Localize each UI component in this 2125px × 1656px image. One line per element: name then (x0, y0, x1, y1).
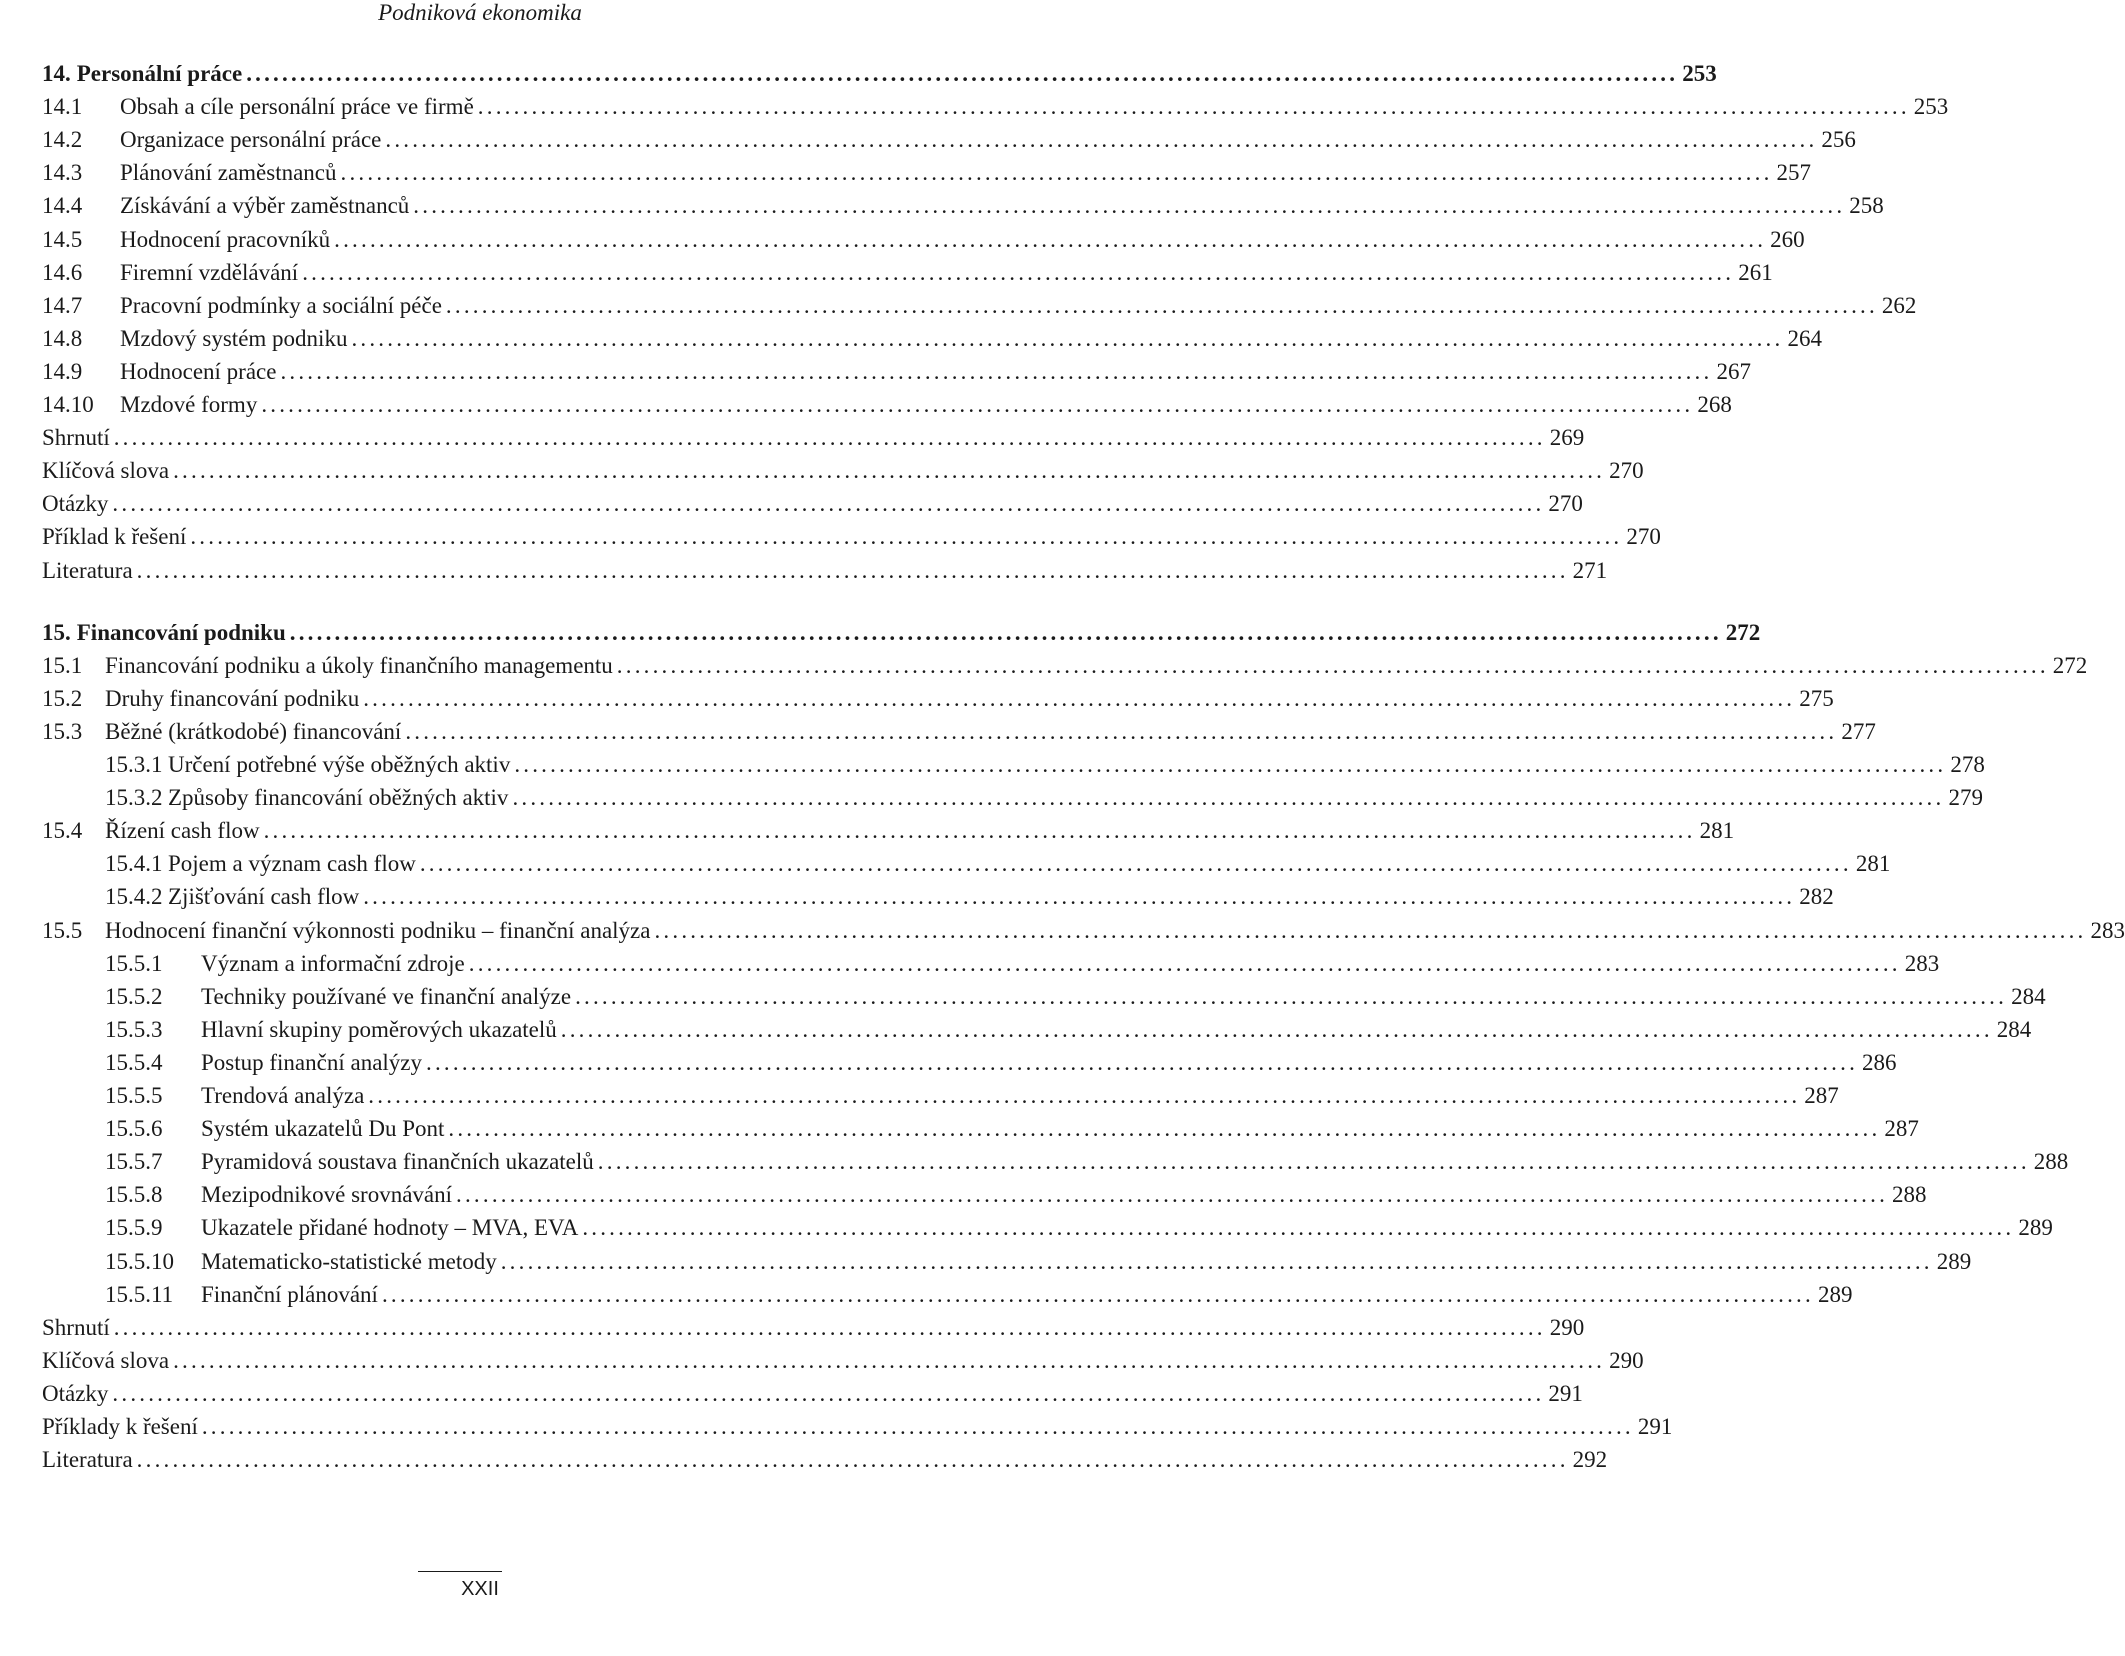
toc-entry (42, 1443, 1608, 1477)
dot-leader: ................................................................................................................................................................ (113, 1314, 1546, 1340)
toc-entry (105, 980, 2046, 1014)
dot-leader: ................................................................................................................................................................ (368, 1083, 1801, 1108)
toc-entry (42, 90, 1949, 124)
toc-entry-title: Systém ukazatelů Du Pont (201, 1116, 445, 1142)
toc-entry-page: 264 (1787, 325, 1822, 351)
toc-entry (42, 223, 1805, 257)
toc-entry-page: 261 (1738, 259, 1773, 285)
toc-entry-number: 14.1 (42, 94, 83, 120)
dot-leader: ................................................................................................................................................................ (445, 292, 1878, 318)
toc-entry-number: 15.5.7 (105, 1149, 163, 1175)
toc-entry-page: 268 (1697, 392, 1732, 417)
toc-entry (105, 781, 1983, 815)
toc-chapter (42, 616, 1761, 650)
dot-leader: ................................................................................................................................................................ (468, 950, 1901, 976)
toc-entry-title: Financování podniku (76, 619, 286, 645)
toc-entry-title: Techniky používané ve finanční analýze (201, 983, 572, 1009)
dot-leader: ................................................................................................................................................................ (201, 1414, 1634, 1439)
toc-entry-page: 290 (1609, 1347, 1644, 1373)
toc-entry-title: Mzdové formy (120, 392, 258, 417)
dot-leader: ................................................................................................................................................................ (500, 1248, 1933, 1274)
toc-entry (42, 1311, 1585, 1345)
dot-leader: ................................................................................................................................................................ (575, 983, 2008, 1009)
toc-entry (105, 1046, 1897, 1080)
toc-entry-title: Hodnocení finanční výkonnosti podniku – finanční analýza (105, 917, 651, 943)
footer-rule (418, 1571, 502, 1572)
dot-leader: ................................................................................................................................................................ (514, 752, 1947, 777)
dot-leader: ................................................................................................................................................................ (616, 652, 2049, 678)
toc-entry (105, 1245, 1972, 1279)
dot-leader: ................................................................................................................................................................ (113, 425, 1546, 451)
toc-entry-title: Personální práce (76, 61, 243, 86)
toc-entry-page: 262 (1881, 292, 1917, 318)
toc-entry-page: 288 (2033, 1149, 2069, 1175)
toc-entry-page: 270 (1609, 458, 1644, 484)
toc-entry (42, 355, 1751, 389)
toc-entry-page: 288 (1892, 1182, 1927, 1208)
toc-entry-page: 271 (1572, 557, 1608, 583)
toc-entry-number: 15.4 (42, 818, 83, 844)
dot-leader: ................................................................................................................................................................ (448, 1116, 1881, 1142)
toc-entry-title: Financování podniku a úkoly finančního managementu (105, 652, 613, 678)
toc-entry-number: 15.5.1 (105, 950, 163, 976)
toc-entry-number: 14. (42, 61, 71, 86)
toc-entry-number: 15.4.1 (105, 851, 163, 877)
toc-entry-number: 14.10 (42, 392, 94, 417)
toc-entry (42, 1410, 1673, 1444)
toc-entry (42, 189, 1884, 223)
toc-entry (42, 487, 1583, 521)
toc-entry-number: 15.2 (42, 685, 83, 711)
toc-entry-page: 272 (1725, 619, 1761, 645)
dot-leader: ................................................................................................................................................................ (190, 524, 1623, 550)
toc-entry-title: Mezipodnikové srovnávání (201, 1182, 453, 1208)
dot-leader: ................................................................................................................................................................ (363, 884, 1796, 910)
toc-entry-title: Význam a informační zdroje (201, 950, 465, 976)
dot-leader: ................................................................................................................................................................ (261, 392, 1694, 417)
toc-entry (42, 1344, 1644, 1378)
toc-entry-title: Firemní vzdělávání (120, 259, 299, 285)
toc-entry-number: 15.5.2 (105, 983, 163, 1009)
toc-entry (105, 1211, 2053, 1245)
dot-leader: ................................................................................................................................................................ (477, 94, 1910, 120)
toc-entry-number: 14.9 (42, 358, 83, 384)
toc-entry-page: 289 (1817, 1281, 1853, 1307)
toc-entry-page: 291 (1637, 1414, 1673, 1439)
toc-entry (42, 156, 1812, 190)
toc-entry-title: Shrnutí (42, 1314, 110, 1340)
toc-entry-number: 14.2 (42, 127, 83, 153)
toc-entry-page: 277 (1841, 718, 1876, 744)
toc-entry (105, 847, 1891, 881)
dot-leader: ................................................................................................................................................................ (560, 1016, 1993, 1042)
dot-leader: ................................................................................................................................................................ (136, 1447, 1569, 1473)
toc-entry (42, 715, 1876, 749)
toc-entry-page: 283 (2090, 917, 2125, 943)
toc-entry (42, 123, 1856, 157)
toc-entry-title: Pracovní podmínky a sociální péče (120, 292, 442, 318)
toc-entry-page: 257 (1776, 160, 1812, 186)
toc-entry-page: 256 (1821, 127, 1856, 153)
toc-entry-number: 15. (42, 619, 71, 645)
toc-entry-number: 14.4 (42, 193, 83, 219)
toc-entry (105, 1079, 1839, 1113)
toc-entry-number: 14.7 (42, 292, 83, 318)
toc-entry-number: 15.5.4 (105, 1049, 163, 1075)
toc-entry-number: 14.8 (42, 325, 83, 351)
toc-entry-title: Literatura (42, 557, 133, 583)
dot-leader: ................................................................................................................................................................ (112, 491, 1545, 517)
toc-entry (42, 256, 1773, 290)
toc-entry-page: 279 (1948, 785, 1983, 811)
toc-entry-number: 15.5.10 (105, 1248, 174, 1274)
toc-entry (105, 1013, 2032, 1047)
toc-entry-title: Určení potřebné výše oběžných aktiv (168, 752, 511, 777)
toc-entry (105, 947, 1940, 981)
dot-leader: ................................................................................................................................................................ (512, 785, 1945, 811)
dot-leader: ................................................................................................................................................................ (136, 557, 1569, 583)
toc-entry (42, 289, 1917, 323)
dot-leader: ................................................................................................................................................................ (334, 226, 1767, 252)
dot-leader: ................................................................................................................................................................ (582, 1215, 2015, 1241)
toc-entry-page: 287 (1884, 1116, 1919, 1142)
toc-entry-page: 283 (1904, 950, 1940, 976)
toc-entry-number: 15.1 (42, 652, 83, 678)
toc-entry-title: Klíčová slova (42, 458, 170, 484)
toc-entry (42, 454, 1644, 488)
toc-entry-title: Příklad k řešení (42, 524, 187, 550)
toc-entry-page: 272 (2052, 652, 2088, 678)
toc-entry-page: 253 (1913, 94, 1949, 120)
dot-leader: ................................................................................................................................................................ (173, 458, 1606, 484)
toc-entry-title: Pojem a význam cash flow (168, 851, 416, 877)
toc-entry-number: 15.3 (42, 718, 83, 744)
toc-entry-number: 15.5.9 (105, 1215, 163, 1241)
toc-entry-number: 14.5 (42, 226, 83, 252)
toc-entry-title: Obsah a cíle personální práce ve firmě (120, 94, 474, 120)
toc-entry-title: Řízení cash flow (105, 818, 260, 844)
toc-entry (42, 649, 2088, 683)
toc-entry (105, 1278, 1853, 1312)
toc-entry (42, 520, 1661, 554)
toc-entry-title: Otázky (42, 491, 109, 517)
toc-entry-number: 15.3.1 (105, 752, 163, 777)
toc-entry-page: 270 (1548, 491, 1583, 517)
toc-entry (42, 914, 2125, 948)
toc-entry-number: 15.5.6 (105, 1116, 163, 1142)
toc-entry-title: Způsoby financování oběžných aktiv (168, 785, 509, 811)
toc-entry (42, 388, 1732, 422)
toc-entry-page: 278 (1950, 752, 1985, 777)
toc-entry (105, 1112, 1919, 1146)
toc-entry-title: Otázky (42, 1380, 109, 1406)
toc-entry-title: Hodnocení práce (120, 358, 277, 384)
page-number: XXII (461, 1578, 499, 1600)
toc-entry-title: Zjišťování cash flow (168, 884, 360, 910)
toc-entry-title: Shrnutí (42, 425, 110, 451)
toc-entry-page: 282 (1799, 884, 1834, 910)
toc-entry-number: 15.5.3 (105, 1016, 163, 1042)
toc-entry (42, 814, 1735, 848)
dot-leader: ................................................................................................................................................................ (340, 160, 1773, 186)
toc-entry-page: 284 (1996, 1016, 2032, 1042)
toc-entry-page: 281 (1855, 851, 1891, 877)
toc-entry-title: Získávání a výběr zaměstnanců (120, 193, 410, 219)
toc-entry-page: 289 (2018, 1215, 2053, 1241)
dot-leader: ................................................................................................................................................................ (351, 325, 1784, 351)
toc-entry-page: 267 (1716, 358, 1751, 384)
dot-leader: ................................................................................................................................................................ (280, 358, 1713, 384)
toc-entry-title: Matematicko-statistické metody (201, 1248, 497, 1274)
toc-entry-number: 14.3 (42, 160, 83, 186)
dot-leader: ................................................................................................................................................................ (363, 685, 1796, 711)
toc-entry (105, 880, 1834, 914)
toc-entry-page: 286 (1862, 1049, 1897, 1075)
toc-entry-page: 281 (1699, 818, 1735, 844)
dot-leader: ................................................................................................................................................................ (419, 851, 1852, 877)
toc-entry-page: 253 (1682, 61, 1717, 86)
toc-entry-title: Mzdový systém podniku (120, 325, 348, 351)
toc-entry (42, 322, 1822, 356)
toc-entry-number: 15.3.2 (105, 785, 163, 811)
dot-leader: ................................................................................................................................................................ (385, 127, 1818, 153)
dot-leader: ................................................................................................................................................................ (173, 1347, 1606, 1373)
dot-leader: ................................................................................................................................................................ (405, 718, 1838, 744)
dot-leader: ................................................................................................................................................................ (263, 818, 1696, 844)
dot-leader: ................................................................................................................................................................ (654, 917, 2087, 943)
toc-entry-title: Druhy financování podniku (105, 685, 360, 711)
toc-entry-number: 15.5.5 (105, 1083, 163, 1108)
toc-entry-title: Běžné (krátkodobé) financování (105, 718, 402, 744)
toc-entry-number: 14.6 (42, 259, 83, 285)
toc-entry (42, 554, 1608, 588)
running-head: Podniková ekonomika (378, 0, 582, 25)
toc-entry-page: 258 (1849, 193, 1884, 219)
toc-entry-page: 269 (1549, 425, 1585, 451)
dot-leader: ................................................................................................................................................................ (381, 1281, 1814, 1307)
toc-entry (42, 421, 1585, 455)
toc-entry-page: 284 (2011, 983, 2046, 1009)
toc-entry-title: Pyramidová soustava finančních ukazatelů (201, 1149, 594, 1175)
toc-entry-number: 15.5.8 (105, 1182, 163, 1208)
dot-leader: ................................................................................................................................................................ (413, 193, 1846, 219)
dot-leader: ................................................................................................................................................................ (456, 1182, 1889, 1208)
dot-leader: ................................................................................................................................................................ (112, 1380, 1545, 1406)
toc-entry-number: 15.5 (42, 917, 83, 943)
toc-entry-title: Klíčová slova (42, 1347, 170, 1373)
toc-entry-page: 292 (1572, 1447, 1608, 1473)
dot-leader: ................................................................................................................................................................ (426, 1049, 1859, 1075)
toc-entry-page: 260 (1770, 226, 1805, 252)
toc-entry (105, 748, 1985, 782)
toc-entry-page: 291 (1548, 1380, 1583, 1406)
toc-entry-title: Příklady k řešení (42, 1414, 198, 1439)
toc-entry-title: Postup finanční analýzy (201, 1049, 423, 1075)
toc-entry-title: Hlavní skupiny poměrových ukazatelů (201, 1016, 557, 1042)
toc-chapter (42, 57, 1717, 91)
toc-entry-title: Finanční plánování (201, 1281, 378, 1307)
dot-leader: ................................................................................................................................................................ (302, 259, 1735, 285)
toc-entry-title: Organizace personální práce (120, 127, 382, 153)
dot-leader: ................................................................................................................................................................ (597, 1149, 2030, 1175)
toc-entry (42, 1377, 1583, 1411)
toc-entry-page: 275 (1799, 685, 1834, 711)
toc-entry-page: 270 (1626, 524, 1661, 550)
toc-entry (42, 682, 1834, 716)
toc-entry-number: 15.4.2 (105, 884, 163, 910)
toc-entry-title: Ukazatele přidané hodnoty – MVA, EVA (201, 1215, 579, 1241)
toc-entry (105, 1145, 2069, 1179)
dot-leader: ................................................................................................................................................................ (289, 619, 1722, 645)
toc-entry-title: Hodnocení pracovníků (120, 226, 331, 252)
toc-entry-page: 290 (1549, 1314, 1585, 1340)
toc-entry-title: Trendová analýza (201, 1083, 365, 1108)
toc-entry-number: 15.5.11 (105, 1281, 174, 1307)
toc-entry-page: 287 (1804, 1083, 1839, 1108)
dot-leader: ................................................................................................................................................................ (246, 61, 1679, 86)
toc-entry-title: Literatura (42, 1447, 133, 1473)
toc-entry (105, 1178, 1927, 1212)
toc-entry-page: 289 (1936, 1248, 1972, 1274)
toc-entry-title: Plánování zaměstnanců (120, 160, 337, 186)
